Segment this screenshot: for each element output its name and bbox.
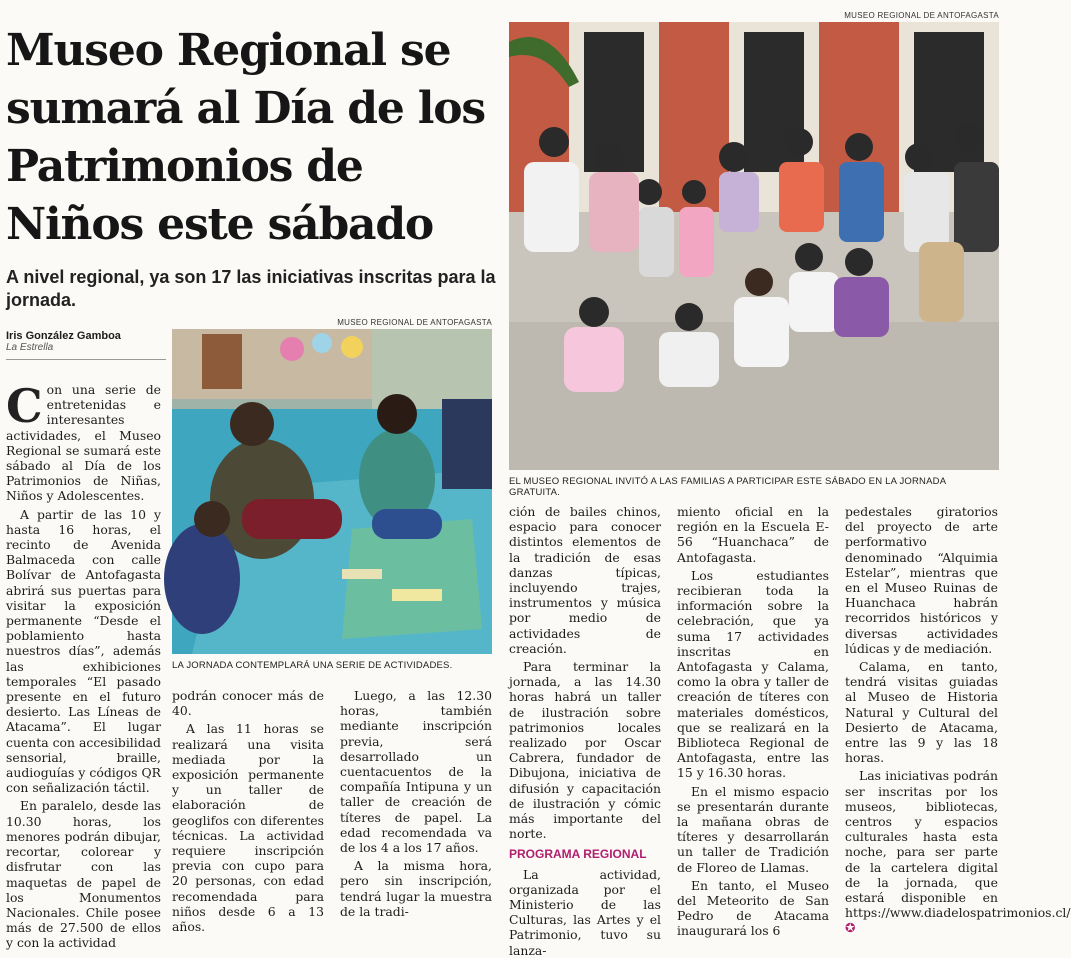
col5-paragraph-2: Los estudiantes recibieran toda la información sobre la celebración, que ya suma 17 actividades inscritas en Antofagasta y Calama, como la obra y taller de creación de títeres con materiales domésticos, que se realizará en la Biblioteca Regional de Antofagasta, entre las 15 y 16.30 horas. <box>677 567 829 781</box>
col5-paragraph-3: En el mismo espacio se presentarán durante la mañana obras de títeres y desarrollarán un taller de Tradición de Floreo de Llamas. <box>677 783 829 875</box>
col1-paragraph-2: A partir de las 10 y hasta 16 horas, el recinto de Avenida Balmaceda con calle Bolívar de Antofagasta abrirá sus puertas para visitar la exposición permanente “Desde el poblamiento hasta nuestros días”, además las exhibiciones temporales “El pasado presente en el futuro desierto. Las Líneas de Atacama”. El lugar cuenta con accesibilidad sensorial, braille, audioguías y códigos QR con señalización táctil. <box>6 506 161 796</box>
byline-author: Iris González Gamboa <box>6 330 121 342</box>
byline <box>6 330 166 360</box>
section-title: PROGRAMA REGIONAL <box>509 847 647 862</box>
col6-paragraph-2: Calama, en tanto, tendrá visitas guiadas al Museo de Historia Natural y Cultural del Desierto de Atacama, entre las 9 y las 18 horas. <box>845 659 998 766</box>
article-column-2 <box>172 688 324 934</box>
photo-large <box>509 22 999 470</box>
col3-paragraph-2: A la misma hora, pero sin inscripción, tendrá lugar la muestra de la tradi- <box>340 858 492 919</box>
dropcap: C <box>6 379 43 433</box>
col1-paragraph-3: En paralelo, desde las 10.30 horas, los menores podrán dibujar, recortar, colorear y disfrutar con las maquetas de papel de los Monumentos Nacionales. Chile posee más de 27.500 de ellos y con la actividad <box>6 798 161 951</box>
article-column-6 <box>845 504 1071 936</box>
col5-paragraph-1: miento oficial en la región en la Escuela E- 56 “Huanchaca” de Antofagasta. <box>677 504 829 565</box>
col6-paragraph-1: pedestales giratorios del proyecto de arte performativo denominado “Alquimia Estelar”, mientras que en el Museo Ruinas de Huanchaca habrán recorridos históricos y diversas actividades lúdicas y de mediación. <box>845 504 998 656</box>
col4-paragraph-3: La actividad, organizada por el Ministerio de las Culturas, las Artes y el Patrimonio, tuvo su lanza- <box>509 866 661 958</box>
subhead: A nivel regional, ya son 17 las iniciativas inscritas para la jornada. <box>6 267 496 310</box>
col1-paragraph-1: Con una serie de entretenidas e interesantes actividades, el Museo Regional se sumará este sábado al Día de los Patrimonios de Niñas, Niños y Adolescentes. <box>6 379 161 504</box>
photo-small-credit: MUSEO REGIONAL DE ANTOFAGASTA <box>337 318 492 327</box>
col3-paragraph-1: Luego, a las 12.30 horas, también mediante inscripción previa, será desarrollado un cuentacuentos de la compañía Intipuna y un taller de creación de títeres de papel. La edad recomendada va de los 4 a los 17 años. <box>340 688 492 856</box>
col6-paragraph-3: Las iniciativas podrán ser inscritas por los museos, bibliotecas, centros y espacios culturales hasta esta noche, para ser parte de la cartelera digital de la jornada, que estará disponible en https://www.diadelospatrimonios.cl/ ✪ <box>845 768 1071 936</box>
photo-small-caption: LA JORNADA CONTEMPLARÁ UNA SERIE DE ACTIVIDADES. <box>172 660 453 671</box>
col4-paragraph-2: Para terminar la jornada, a las 14.30 horas habrá un taller de ilustración sobre patrimonios locales realizado por Oscar Cabrera, fundador de Dibujona, iniciativa de difusión y capacitación de ilustración y cómic más importante del norte. <box>509 659 661 842</box>
photo-large-image <box>509 22 999 470</box>
photo-small <box>172 329 492 654</box>
photo-large-credit: MUSEO REGIONAL DE ANTOFAGASTA <box>844 11 999 20</box>
photo-large-caption: EL MUSEO REGIONAL INVITÓ A LAS FAMILIAS A PARTICIPAR ESTE SÁBADO EN LA JORNADA GRATUITA. <box>509 476 946 498</box>
article-column-4 <box>509 504 661 958</box>
col5-paragraph-4: En tanto, el Museo del Meteorito de San Pedro de Atacama inaugurará los 6 <box>677 877 829 939</box>
col4-paragraph-1: ción de bailes chinos, espacio para conocer distintos elementos de la tradición de esas danzas típicas, incluyendo trajes, instrumentos y música por medio de actividades de creación. <box>509 504 661 656</box>
photo-small-image <box>172 329 492 654</box>
byline-paper: La Estrella <box>6 342 54 353</box>
headline: Museo Regional se sumará al Día de los Patrimonios de Niños este sábado <box>6 25 485 250</box>
end-mark-icon: ✪ <box>845 920 856 936</box>
article-column-1 <box>6 379 161 951</box>
col2-paragraph-1: podrán conocer más de 40. <box>172 688 324 719</box>
col2-paragraph-2: A las 11 horas se realizará una visita mediada por la exposición permanente y un taller de elaboración de geoglifos con diferentes técnicas. La actividad requiere inscripción previa con cupo para 20 personas, con edad recomendada para niños desde 6 a 13 años. <box>172 721 324 935</box>
article-column-5 <box>677 504 829 939</box>
article-column-3 <box>340 688 492 919</box>
